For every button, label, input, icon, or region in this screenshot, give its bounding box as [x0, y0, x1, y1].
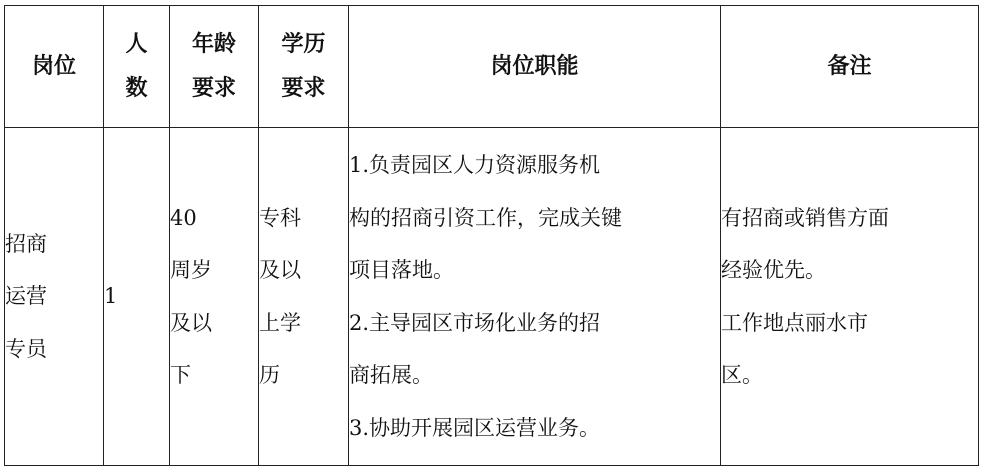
- header-notes: 备注: [721, 6, 979, 128]
- cell-function: 1.负责园区人力资源服务机 构的招商引资工作，完成关键 项目落地。 2.主导园区市场化业务的招 商拓展。 3.协助开展园区运营业务。: [349, 128, 721, 466]
- cell-age: 40 周岁 及以 下: [170, 128, 259, 466]
- cell-count: 1: [104, 128, 170, 466]
- table-row: [5, 128, 979, 466]
- cell-education: 专科 及以 上学 历: [259, 128, 349, 466]
- header-education: 学历 要求: [259, 6, 349, 128]
- header-age: 年龄 要求: [170, 6, 259, 128]
- header-function: 岗位职能: [349, 6, 721, 128]
- job-posting-table: [4, 5, 979, 466]
- header-post: 岗位: [5, 6, 104, 128]
- header-row: [5, 6, 979, 128]
- cell-post: 招商 运营 专员: [5, 128, 104, 466]
- header-count: 人 数: [104, 6, 170, 128]
- cell-notes: 有招商或销售方面 经验优先。 工作地点丽水市 区。: [721, 128, 979, 466]
